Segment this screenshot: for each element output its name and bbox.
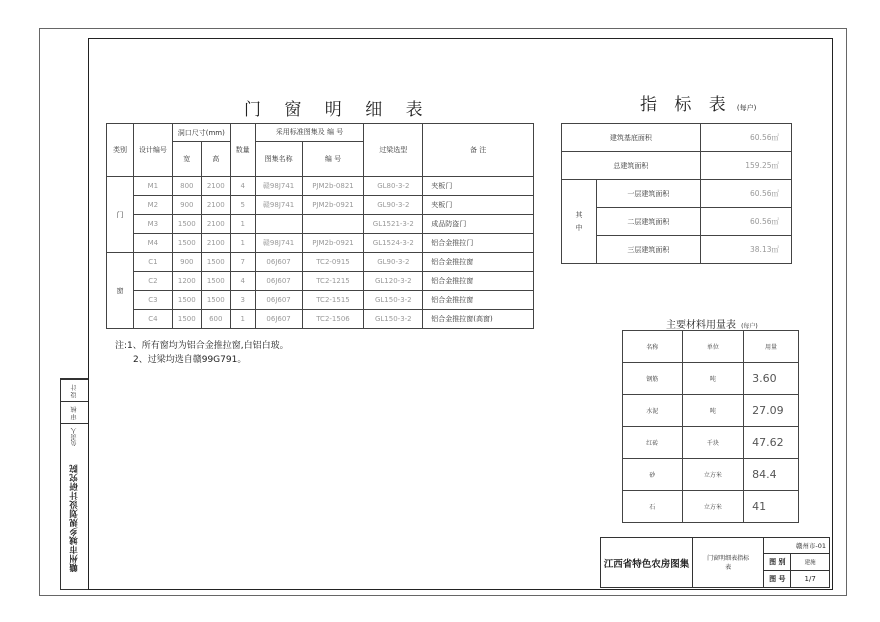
cell-atlas-no: TC2-1506 bbox=[302, 310, 364, 329]
index-value: 159.25㎡ bbox=[700, 152, 791, 180]
title-block bbox=[600, 537, 830, 588]
cell-atlas-no: TC2-1215 bbox=[302, 272, 364, 291]
mat-unit: 立方米 bbox=[682, 459, 744, 491]
title-code: 赣州市-01 bbox=[764, 538, 830, 554]
index-title-wrap bbox=[640, 90, 756, 115]
cell-code: C3 bbox=[133, 291, 172, 310]
mat-hdr-amount: 用量 bbox=[744, 331, 799, 363]
cell-atlas: 06J607 bbox=[255, 291, 302, 310]
side-designer: 设 计 bbox=[61, 379, 88, 402]
cell-note: 铝合金推拉窗 bbox=[423, 253, 534, 272]
cell-atlas: 06J607 bbox=[255, 310, 302, 329]
hdr-design-no: 设计编号 bbox=[133, 124, 172, 177]
cell-atlas: 06J607 bbox=[255, 272, 302, 291]
side-organization: 赣州市城乡规划设计研究院 bbox=[69, 464, 80, 573]
table-row bbox=[107, 310, 534, 329]
table-row bbox=[623, 363, 799, 395]
index-label: 二层建筑面积 bbox=[596, 208, 700, 236]
cell-width: 900 bbox=[172, 196, 201, 215]
cell-code: C4 bbox=[133, 310, 172, 329]
cell-atlas: 06J607 bbox=[255, 253, 302, 272]
cell-atlas: 赣98J741 bbox=[255, 234, 302, 253]
side-checker: 审 核 bbox=[61, 401, 88, 424]
table-row bbox=[562, 180, 792, 208]
cell-note: 夹板门 bbox=[423, 196, 534, 215]
hdr-quantity: 数量 bbox=[230, 124, 255, 177]
table-row bbox=[623, 331, 799, 363]
cell-height: 1500 bbox=[201, 291, 230, 310]
table-row bbox=[107, 291, 534, 310]
cell-qty: 1 bbox=[230, 234, 255, 253]
table-row bbox=[623, 395, 799, 427]
title-collection: 江西省特色农房图集 bbox=[601, 538, 693, 588]
hdr-height: 高 bbox=[201, 142, 230, 177]
cell-atlas-no: TC2-0915 bbox=[302, 253, 364, 272]
index-label: 一层建筑面积 bbox=[596, 180, 700, 208]
index-group-label: 其中 bbox=[562, 180, 597, 264]
door-window-table bbox=[106, 123, 534, 329]
cell-code: M1 bbox=[133, 177, 172, 196]
cell-lintel: GL1521-3-2 bbox=[364, 215, 423, 234]
hdr-remark: 备 注 bbox=[423, 124, 534, 177]
mat-unit: 千块 bbox=[682, 427, 744, 459]
hdr-lintel: 过梁选型 bbox=[364, 124, 423, 177]
cell-lintel: GL90-3-2 bbox=[364, 253, 423, 272]
mat-amount: 84.4 bbox=[744, 459, 799, 491]
table-row bbox=[107, 272, 534, 291]
title-category-label: 图 别 bbox=[764, 553, 791, 570]
mat-amount: 41 bbox=[744, 491, 799, 523]
cell-lintel: GL150-3-2 bbox=[364, 291, 423, 310]
category-window: 窗 bbox=[107, 253, 134, 329]
materials-title: 主要材料用量表 bbox=[666, 320, 736, 331]
index-value: 60.56㎡ bbox=[700, 208, 791, 236]
table-row bbox=[107, 234, 534, 253]
hdr-std-atlas: 采用标准图集及 编 号 bbox=[255, 124, 364, 142]
title-number-label: 图 号 bbox=[764, 570, 791, 587]
index-value: 38.13㎡ bbox=[700, 236, 791, 264]
cell-code: M4 bbox=[133, 234, 172, 253]
cell-atlas-no: PJM2b-0921 bbox=[302, 196, 364, 215]
mat-name: 钢筋 bbox=[623, 363, 683, 395]
mat-unit: 立方米 bbox=[682, 491, 744, 523]
index-unit: (每户) bbox=[736, 104, 757, 112]
mat-name: 红砖 bbox=[623, 427, 683, 459]
side-strip bbox=[60, 378, 88, 590]
mat-name: 砂 bbox=[623, 459, 683, 491]
cell-note: 铝合金推拉窗 bbox=[423, 291, 534, 310]
table-row bbox=[107, 177, 534, 196]
cell-height: 2100 bbox=[201, 196, 230, 215]
cell-width: 900 bbox=[172, 253, 201, 272]
mat-unit: 吨 bbox=[682, 395, 744, 427]
cell-width: 1200 bbox=[172, 272, 201, 291]
title-category-value: 建施 bbox=[791, 553, 830, 570]
cell-height: 2100 bbox=[201, 215, 230, 234]
mat-amount: 3.60 bbox=[744, 363, 799, 395]
table-row bbox=[107, 215, 534, 234]
table-row bbox=[107, 196, 534, 215]
category-door: 门 bbox=[107, 177, 134, 253]
cell-width: 1500 bbox=[172, 215, 201, 234]
notes bbox=[115, 339, 289, 367]
materials-unit: (每户) bbox=[741, 323, 758, 330]
table-row bbox=[623, 427, 799, 459]
cell-width: 1500 bbox=[172, 310, 201, 329]
table-row bbox=[562, 124, 792, 152]
mat-name: 水泥 bbox=[623, 395, 683, 427]
cell-height: 2100 bbox=[201, 177, 230, 196]
table-row bbox=[562, 236, 792, 264]
cell-note: 成品防盗门 bbox=[423, 215, 534, 234]
mat-hdr-unit: 单位 bbox=[682, 331, 744, 363]
cell-qty: 4 bbox=[230, 177, 255, 196]
mat-hdr-name: 名称 bbox=[623, 331, 683, 363]
cell-atlas-no: PJM2b-0821 bbox=[302, 177, 364, 196]
index-label: 三层建筑面积 bbox=[596, 236, 700, 264]
cell-width: 1500 bbox=[172, 291, 201, 310]
mat-name: 石 bbox=[623, 491, 683, 523]
table-row bbox=[107, 253, 534, 272]
cell-height: 2100 bbox=[201, 234, 230, 253]
cell-qty: 5 bbox=[230, 196, 255, 215]
cell-height: 1500 bbox=[201, 253, 230, 272]
mat-unit: 吨 bbox=[682, 363, 744, 395]
hdr-atlas-name: 图集名称 bbox=[255, 142, 302, 177]
cell-atlas: 赣98J741 bbox=[255, 196, 302, 215]
index-title: 指 标 表 bbox=[640, 95, 732, 115]
cell-note: 铝合金推拉窗(高窗) bbox=[423, 310, 534, 329]
cell-code: M2 bbox=[133, 196, 172, 215]
hdr-category: 类别 bbox=[107, 124, 134, 177]
cell-atlas-no: PJM2b-0921 bbox=[302, 234, 364, 253]
title-drawing-name: 门窗明细表指标表 bbox=[692, 538, 763, 588]
note-line: 注:1、所有窗均为铝合金推拉窗,白铝白玻。 bbox=[115, 341, 289, 351]
table-row bbox=[623, 459, 799, 491]
cell-note: 铝合金推拉门 bbox=[423, 234, 534, 253]
mat-amount: 47.62 bbox=[744, 427, 799, 459]
cell-height: 600 bbox=[201, 310, 230, 329]
side-leader: 负责人 bbox=[61, 423, 88, 450]
hdr-width: 宽 bbox=[172, 142, 201, 177]
cell-lintel: GL150-3-2 bbox=[364, 310, 423, 329]
cell-width: 1500 bbox=[172, 234, 201, 253]
index-table bbox=[561, 123, 792, 264]
cell-atlas: 赣98J741 bbox=[255, 177, 302, 196]
table-row bbox=[623, 491, 799, 523]
cell-lintel: GL1524-3-2 bbox=[364, 234, 423, 253]
title-number-value: 1/7 bbox=[791, 570, 830, 587]
index-value: 60.56㎡ bbox=[700, 124, 791, 152]
materials-table bbox=[622, 330, 799, 523]
cell-code: C2 bbox=[133, 272, 172, 291]
table-row bbox=[562, 152, 792, 180]
cell-note: 铝合金推拉窗 bbox=[423, 272, 534, 291]
cell-lintel: GL90-3-2 bbox=[364, 196, 423, 215]
index-value: 60.56㎡ bbox=[700, 180, 791, 208]
hdr-atlas-no: 编 号 bbox=[302, 142, 364, 177]
cell-note: 夹板门 bbox=[423, 177, 534, 196]
cell-height: 1500 bbox=[201, 272, 230, 291]
cell-qty: 3 bbox=[230, 291, 255, 310]
index-label: 总建筑面积 bbox=[562, 152, 701, 180]
door-window-title: 门 窗 明 细 表 bbox=[244, 100, 432, 120]
cell-qty: 1 bbox=[230, 310, 255, 329]
table-row bbox=[562, 208, 792, 236]
hdr-opening-size: 洞口尺寸(mm) bbox=[172, 124, 230, 142]
index-label: 建筑基底面积 bbox=[562, 124, 701, 152]
cell-code: M3 bbox=[133, 215, 172, 234]
cell-qty: 7 bbox=[230, 253, 255, 272]
cell-atlas-no: TC2-1515 bbox=[302, 291, 364, 310]
cell-atlas bbox=[255, 215, 302, 234]
cell-lintel: GL120-3-2 bbox=[364, 272, 423, 291]
cell-atlas-no bbox=[302, 215, 364, 234]
cell-width: 800 bbox=[172, 177, 201, 196]
mat-amount: 27.09 bbox=[744, 395, 799, 427]
cell-qty: 4 bbox=[230, 272, 255, 291]
cell-qty: 1 bbox=[230, 215, 255, 234]
cell-lintel: GL80-3-2 bbox=[364, 177, 423, 196]
note-line: 2、过梁均选自赣99G791。 bbox=[133, 355, 247, 365]
cell-code: C1 bbox=[133, 253, 172, 272]
